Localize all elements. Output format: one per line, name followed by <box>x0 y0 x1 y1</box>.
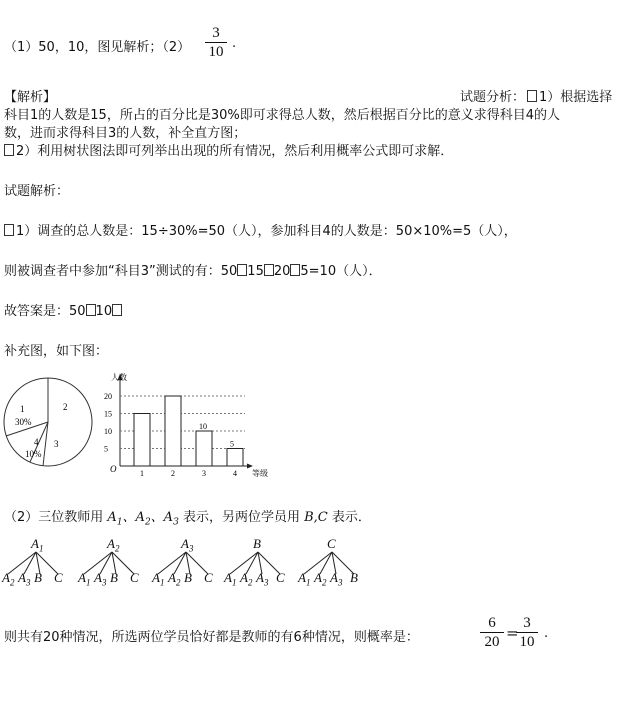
bar-data-label: 10 <box>199 422 207 431</box>
x-tick-label: 3 <box>202 469 206 478</box>
solution-line-3-a: 故答案是：50 <box>4 304 86 319</box>
analysis-right <box>460 86 612 105</box>
final-fraction-2 <box>516 614 538 651</box>
answer-frac-num: 3 <box>205 24 227 43</box>
tree-leaf: $A_1$ <box>152 570 165 588</box>
missing-glyph-box <box>86 304 96 316</box>
x-tick-label: 2 <box>171 469 175 478</box>
part2-text-b: 表示，另两位学员用 <box>182 510 300 525</box>
tree-root: B <box>253 536 261 551</box>
solution-line-2-c: 20 <box>273 264 291 279</box>
tree-leaf: $A_1$ <box>224 570 237 588</box>
solution-line-1-text: 1）调查的总人数是：15÷30%=50（人），参加科目4的人数是：50×10%=5（人）， <box>16 224 517 239</box>
missing-glyph-box <box>527 90 537 102</box>
pie-label-3: 3 <box>54 439 59 449</box>
y-tick-label: 5 <box>104 444 108 454</box>
analysis-line-4-text: 2）利用树状图法即可列举出出现的所有情况，然后利用概率公式即可求解． <box>16 144 454 159</box>
answer-end: . <box>232 36 237 51</box>
missing-glyph-box <box>290 264 300 276</box>
tree-leaf: $A_3$ <box>94 570 107 588</box>
y-tick-label: 15 <box>104 409 112 419</box>
x-axis-arrow <box>247 464 253 469</box>
solution-line-2 <box>4 260 382 279</box>
tree-leaf: C <box>276 570 285 585</box>
supplement-line: 补充图，如下图： <box>4 344 109 359</box>
missing-glyph-box <box>4 224 14 236</box>
y-tick-label: 10 <box>104 427 112 436</box>
teacher-symbols: $A_1$、$A_2$、$A_3$ <box>107 510 179 528</box>
bar <box>196 431 212 466</box>
tree-leaf: $A_3$ <box>256 570 269 588</box>
final-end: . <box>544 626 549 641</box>
tree-leaf: $A_3$ <box>330 570 343 588</box>
student-symbols: B,C <box>304 510 328 525</box>
y-axis-label: 人数 <box>111 373 127 382</box>
tree-leaf: $A_2$ <box>314 570 327 588</box>
solution-line-3 <box>4 300 122 319</box>
final-frac2-num: 3 <box>516 614 538 633</box>
missing-glyph-box <box>4 144 14 156</box>
x-axis-label: 等级 <box>252 469 268 478</box>
pie-label-10pct: 10% <box>25 449 42 459</box>
answer-text: （1）50，10，图见解析；（2） <box>4 40 191 55</box>
bar-chart <box>100 368 280 480</box>
pie-label-30pct: 30% <box>15 417 32 427</box>
part2-text-c: 表示． <box>331 510 371 525</box>
tree-root: $A_1$ <box>31 536 44 554</box>
tree-root: C <box>327 536 336 551</box>
answer-frac-den: 10 <box>208 44 224 60</box>
x-tick-label: 1 <box>140 469 144 478</box>
pie-label-2: 2 <box>63 402 68 412</box>
analysis-right-label: 试题分析： <box>460 90 526 105</box>
final-frac1-num: 6 <box>480 614 504 633</box>
origin-label: O <box>110 464 117 474</box>
solution-line-1 <box>4 220 517 239</box>
final-line: 则共有20种情况，所选两位学员恰好都是教师的有6种情况，则概率是： <box>4 630 419 645</box>
tree-leaf: $A_1$ <box>78 570 91 588</box>
pie-label-4: 4 <box>34 437 39 447</box>
analysis-line-3: 数，进而求得科目3的人数，补全直方图； <box>4 126 247 141</box>
analysis-right-text: 1）根据选择 <box>539 90 613 105</box>
part2-line <box>4 506 371 528</box>
answer-line <box>4 36 190 55</box>
x-tick-label: 4 <box>233 469 237 478</box>
tree-leaf: B <box>350 570 358 585</box>
tree-leaf: C <box>130 570 139 585</box>
tree-diagrams <box>0 536 630 590</box>
tree-leaf: C <box>54 570 63 585</box>
tree-leaf: $A_2$ <box>168 570 181 588</box>
solution-line-2-d: 5=10（人）． <box>300 264 382 279</box>
solution-line-3-b: 10 <box>95 304 113 319</box>
tree-leaf: $A_1$ <box>298 570 311 588</box>
pie-chart <box>0 375 100 470</box>
missing-glyph-box <box>112 304 122 316</box>
analysis-line-2: 科目1的人数是15，所占的百分比是30%即可求得总人数，然后根据百分比的意义求得科目4的人 <box>4 108 560 123</box>
solution-line-2-a: 则被调查者中参加“科目3”测试的有：50 <box>4 264 238 279</box>
final-frac1-den: 20 <box>484 634 500 650</box>
solution-header: 试题解析： <box>4 184 70 199</box>
analysis-line-4 <box>4 140 453 159</box>
tree-leaf: B <box>184 570 192 585</box>
answer-fraction <box>205 24 227 61</box>
tree-root: $A_2$ <box>107 536 120 554</box>
tree-leaf: $A_2$ <box>2 570 15 588</box>
y-tick-label: 20 <box>104 392 112 401</box>
tree-leaf: B <box>34 570 42 585</box>
solution-line-2-b: 15 <box>247 264 264 279</box>
final-equals: = <box>506 624 519 642</box>
bar-data-label: 5 <box>230 439 234 449</box>
missing-glyph-box <box>237 264 247 276</box>
tree-leaf: C <box>204 570 213 585</box>
tree-leaf: $A_2$ <box>240 570 253 588</box>
analysis-header: 【解析】 <box>4 90 57 105</box>
part2-text-a: （2）三位教师用 <box>4 510 104 525</box>
tree-leaf: B <box>110 570 118 585</box>
final-fraction-1 <box>480 614 504 651</box>
bar <box>134 414 150 467</box>
pie-label-1: 1 <box>20 404 25 414</box>
final-frac2-den: 10 <box>519 634 535 650</box>
bar <box>165 396 181 466</box>
tree-root: $A_3$ <box>181 536 194 554</box>
tree-leaf: $A_3$ <box>18 570 31 588</box>
missing-glyph-box <box>264 264 274 276</box>
bar <box>227 449 243 467</box>
